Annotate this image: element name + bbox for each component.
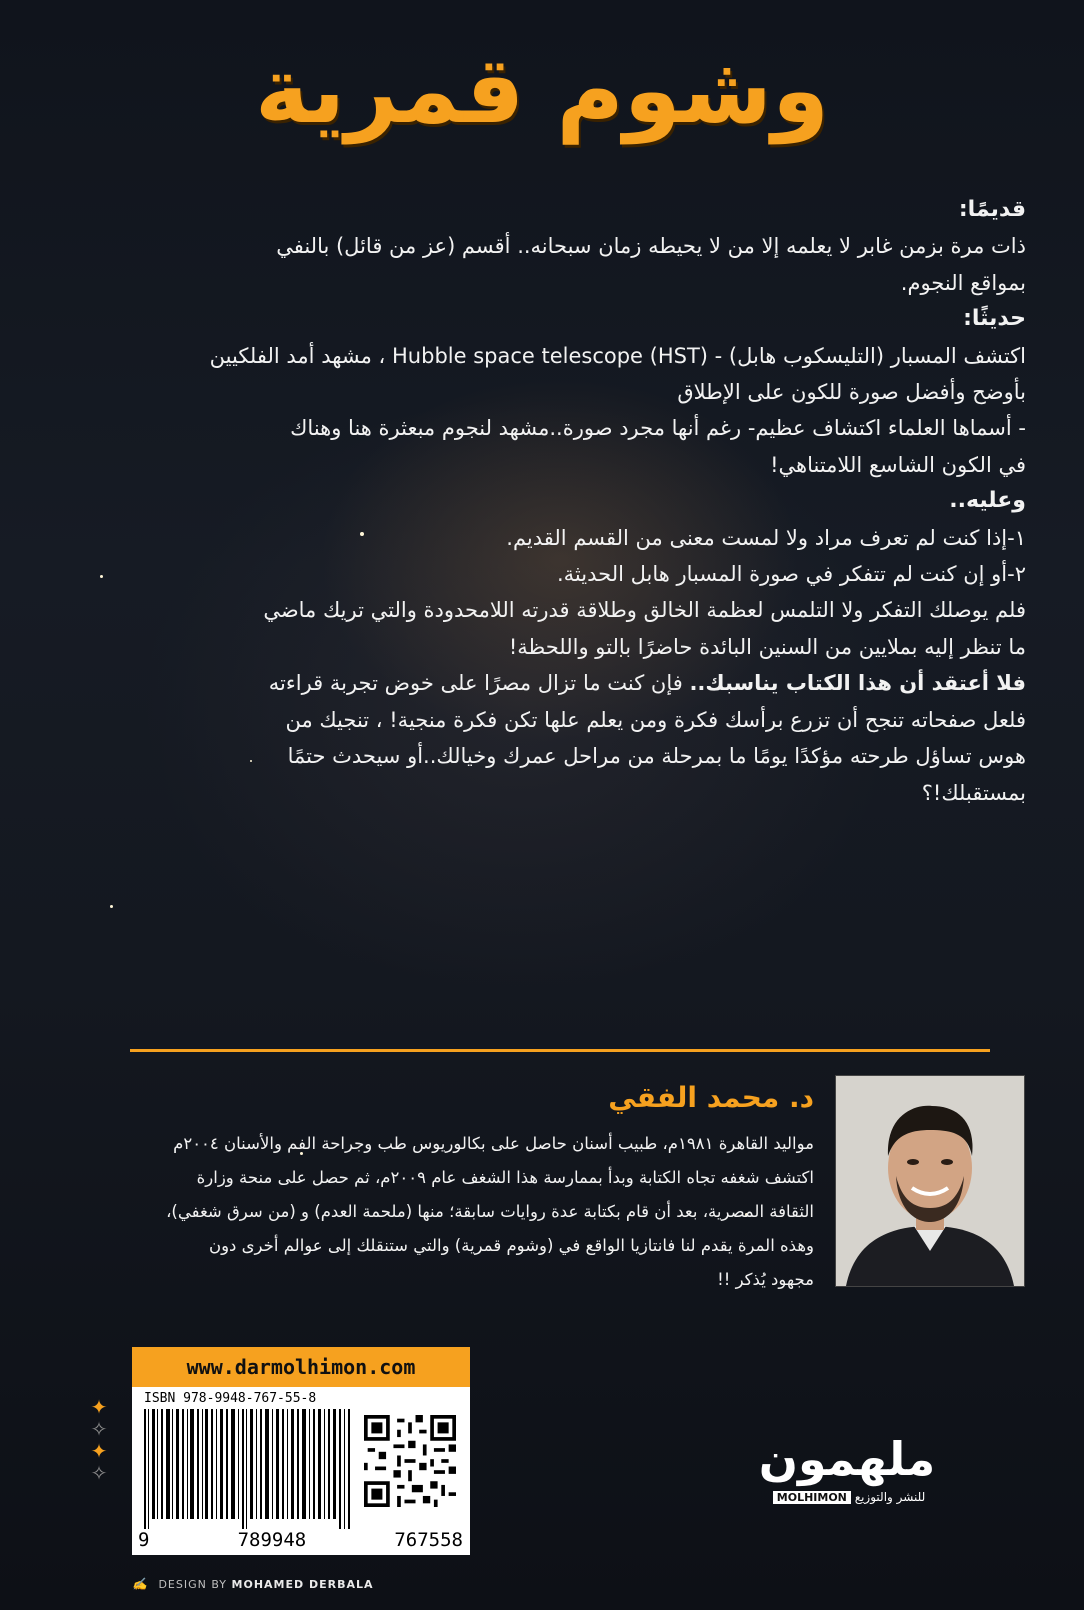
bold-phrase: فلا أعتقد أن هذا الكتاب يناسبك.. [689, 671, 1026, 696]
synopsis-line [60, 665, 1026, 701]
author-portrait-icon [836, 1076, 1024, 1286]
synopsis [60, 192, 1026, 811]
author-bio-line: مواليد القاهرة ١٩٨١م، طبيب أسنان حاصل على بكالوريوس طب وجراحة الفم والأسنان ٢٠٠٤م [173, 1134, 814, 1153]
decorative-diamonds [84, 1396, 116, 1484]
sparkle-outline-icon: ✧ [90, 1461, 108, 1485]
sparkle-outline-icon: ✧ [90, 1417, 108, 1441]
barcode-digit-group: 789948 [237, 1529, 307, 1551]
barcode-box [132, 1387, 470, 1555]
barcode-digit-group: 9 [138, 1529, 150, 1551]
publisher-tagline [769, 1490, 925, 1504]
sparkle-icon: ✦ [90, 1395, 108, 1419]
synopsis-line: هوس تساؤل طرحته مؤكدًا يومًا ما بمرحلة من مراحل عمرك وخيالك..أو سيحدث حتمًا [287, 744, 1026, 769]
heading-old: قديمًا: [958, 197, 1026, 222]
publisher-tagline-arabic: للنشر والتوزيع [854, 1490, 926, 1504]
designer-credit-prefix: DESIGN BY [158, 1578, 228, 1591]
heading-new: حديثًا: [963, 306, 1026, 332]
author-name: د. محمد الفقي [608, 1081, 814, 1114]
synopsis-line: اكتشف المسبار (التليسكوب هابل) - Hubble space telescope (HST) ، مشهد أمد الفلكيين [209, 343, 1026, 368]
designer-signature-icon: ✍ [132, 1577, 148, 1591]
synopsis-line: فلم يوصلك التفكر ولا التلمس لعظمة الخالق وطلاقة قدرته اللامحدودة والتي تريك ماضي [263, 598, 1026, 623]
author-bio-line: مجهود يُذكر !! [717, 1270, 814, 1289]
author-bio-line: الثقافة المصرية، بعد أن قام بكتابة عدة روايات سابقة؛ منها (ملحمة العدم) و (من سرق شغفي)، [166, 1202, 814, 1221]
synopsis-line: ١-إذا كنت لم تعرف مراد ولا لمست معنى من القسم القديم. [506, 525, 1026, 550]
barcode-digits [138, 1529, 463, 1551]
designer-name: MOHAMED DERBALA [231, 1578, 374, 1591]
synopsis-line: ٢-أو إن كنت لم تتفكر في صورة المسبار هابل الحديثة. [557, 562, 1026, 587]
author-bio-line: اكتشف شغفه تجاه الكتابة وبدأ بممارسة هذا الشغف عام ٢٠٠٩م، ثم حصل على منحة وزارة [196, 1168, 814, 1187]
publisher-website[interactable]: www.darmolhimon.com [132, 1347, 470, 1387]
synopsis-line: بمستقبلك!؟ [921, 780, 1026, 805]
synopsis-line: - أسماها العلماء اكتشاف عظيم- رغم أنها مجرد صورة..مشهد لنجوم مبعثرة هنا وهناك [290, 416, 1026, 441]
publisher-tagline-latin: MOLHIMON [773, 1491, 851, 1504]
synopsis-line: بأوضح وأفضل صورة للكون على الإطلاق [677, 380, 1026, 405]
synopsis-line: ذات مرة بزمن غابر لا يعلمه إلا من لا يحيطه زمان سبحانه.. أقسم (عز من قائل) بالنفي [276, 234, 1026, 259]
synopsis-line: ما تنظر إليه بملايين من السنين البائدة حاضرًا بالتو واللحظة! [508, 634, 1026, 659]
heading-thus: وعليه.. [949, 488, 1026, 514]
synopsis-line: في الكون الشاسع اللامتناهي! [770, 452, 1026, 477]
qr-code-icon [364, 1415, 456, 1507]
barcode-icon [142, 1409, 352, 1529]
isbn-label: ISBN 978-9948-767-55-8 [144, 1391, 317, 1406]
barcode-digit-group: 767558 [394, 1529, 463, 1551]
author-bio-line: وهذه المرة يقدم لنا فانتازيا الواقع في (وشوم قمرية) والتي ستنقلك إلى عوالم أخرى دون [208, 1236, 814, 1255]
book-title: وشوم قمرية [254, 37, 830, 144]
author-bio [109, 1127, 814, 1297]
designer-credit [132, 1577, 374, 1591]
sparkle-icon: ✦ [90, 1439, 108, 1463]
author-photo [835, 1075, 1025, 1287]
orange-divider [130, 1049, 990, 1052]
star [110, 905, 113, 908]
publisher-logo [712, 1432, 982, 1522]
synopsis-line: بمواقع النجوم. [900, 270, 1026, 295]
synopsis-line-rest: فإن كنت ما تزال مصرًا على خوض تجربة قراءته [268, 671, 690, 696]
publisher-logo-text: ملهمون [758, 1432, 936, 1486]
synopsis-line: فلعل صفحاته تنجح أن تزرع برأسك فكرة ومن يعلم علها تكن فكرة منجية! ، تنجيك من [285, 707, 1026, 732]
